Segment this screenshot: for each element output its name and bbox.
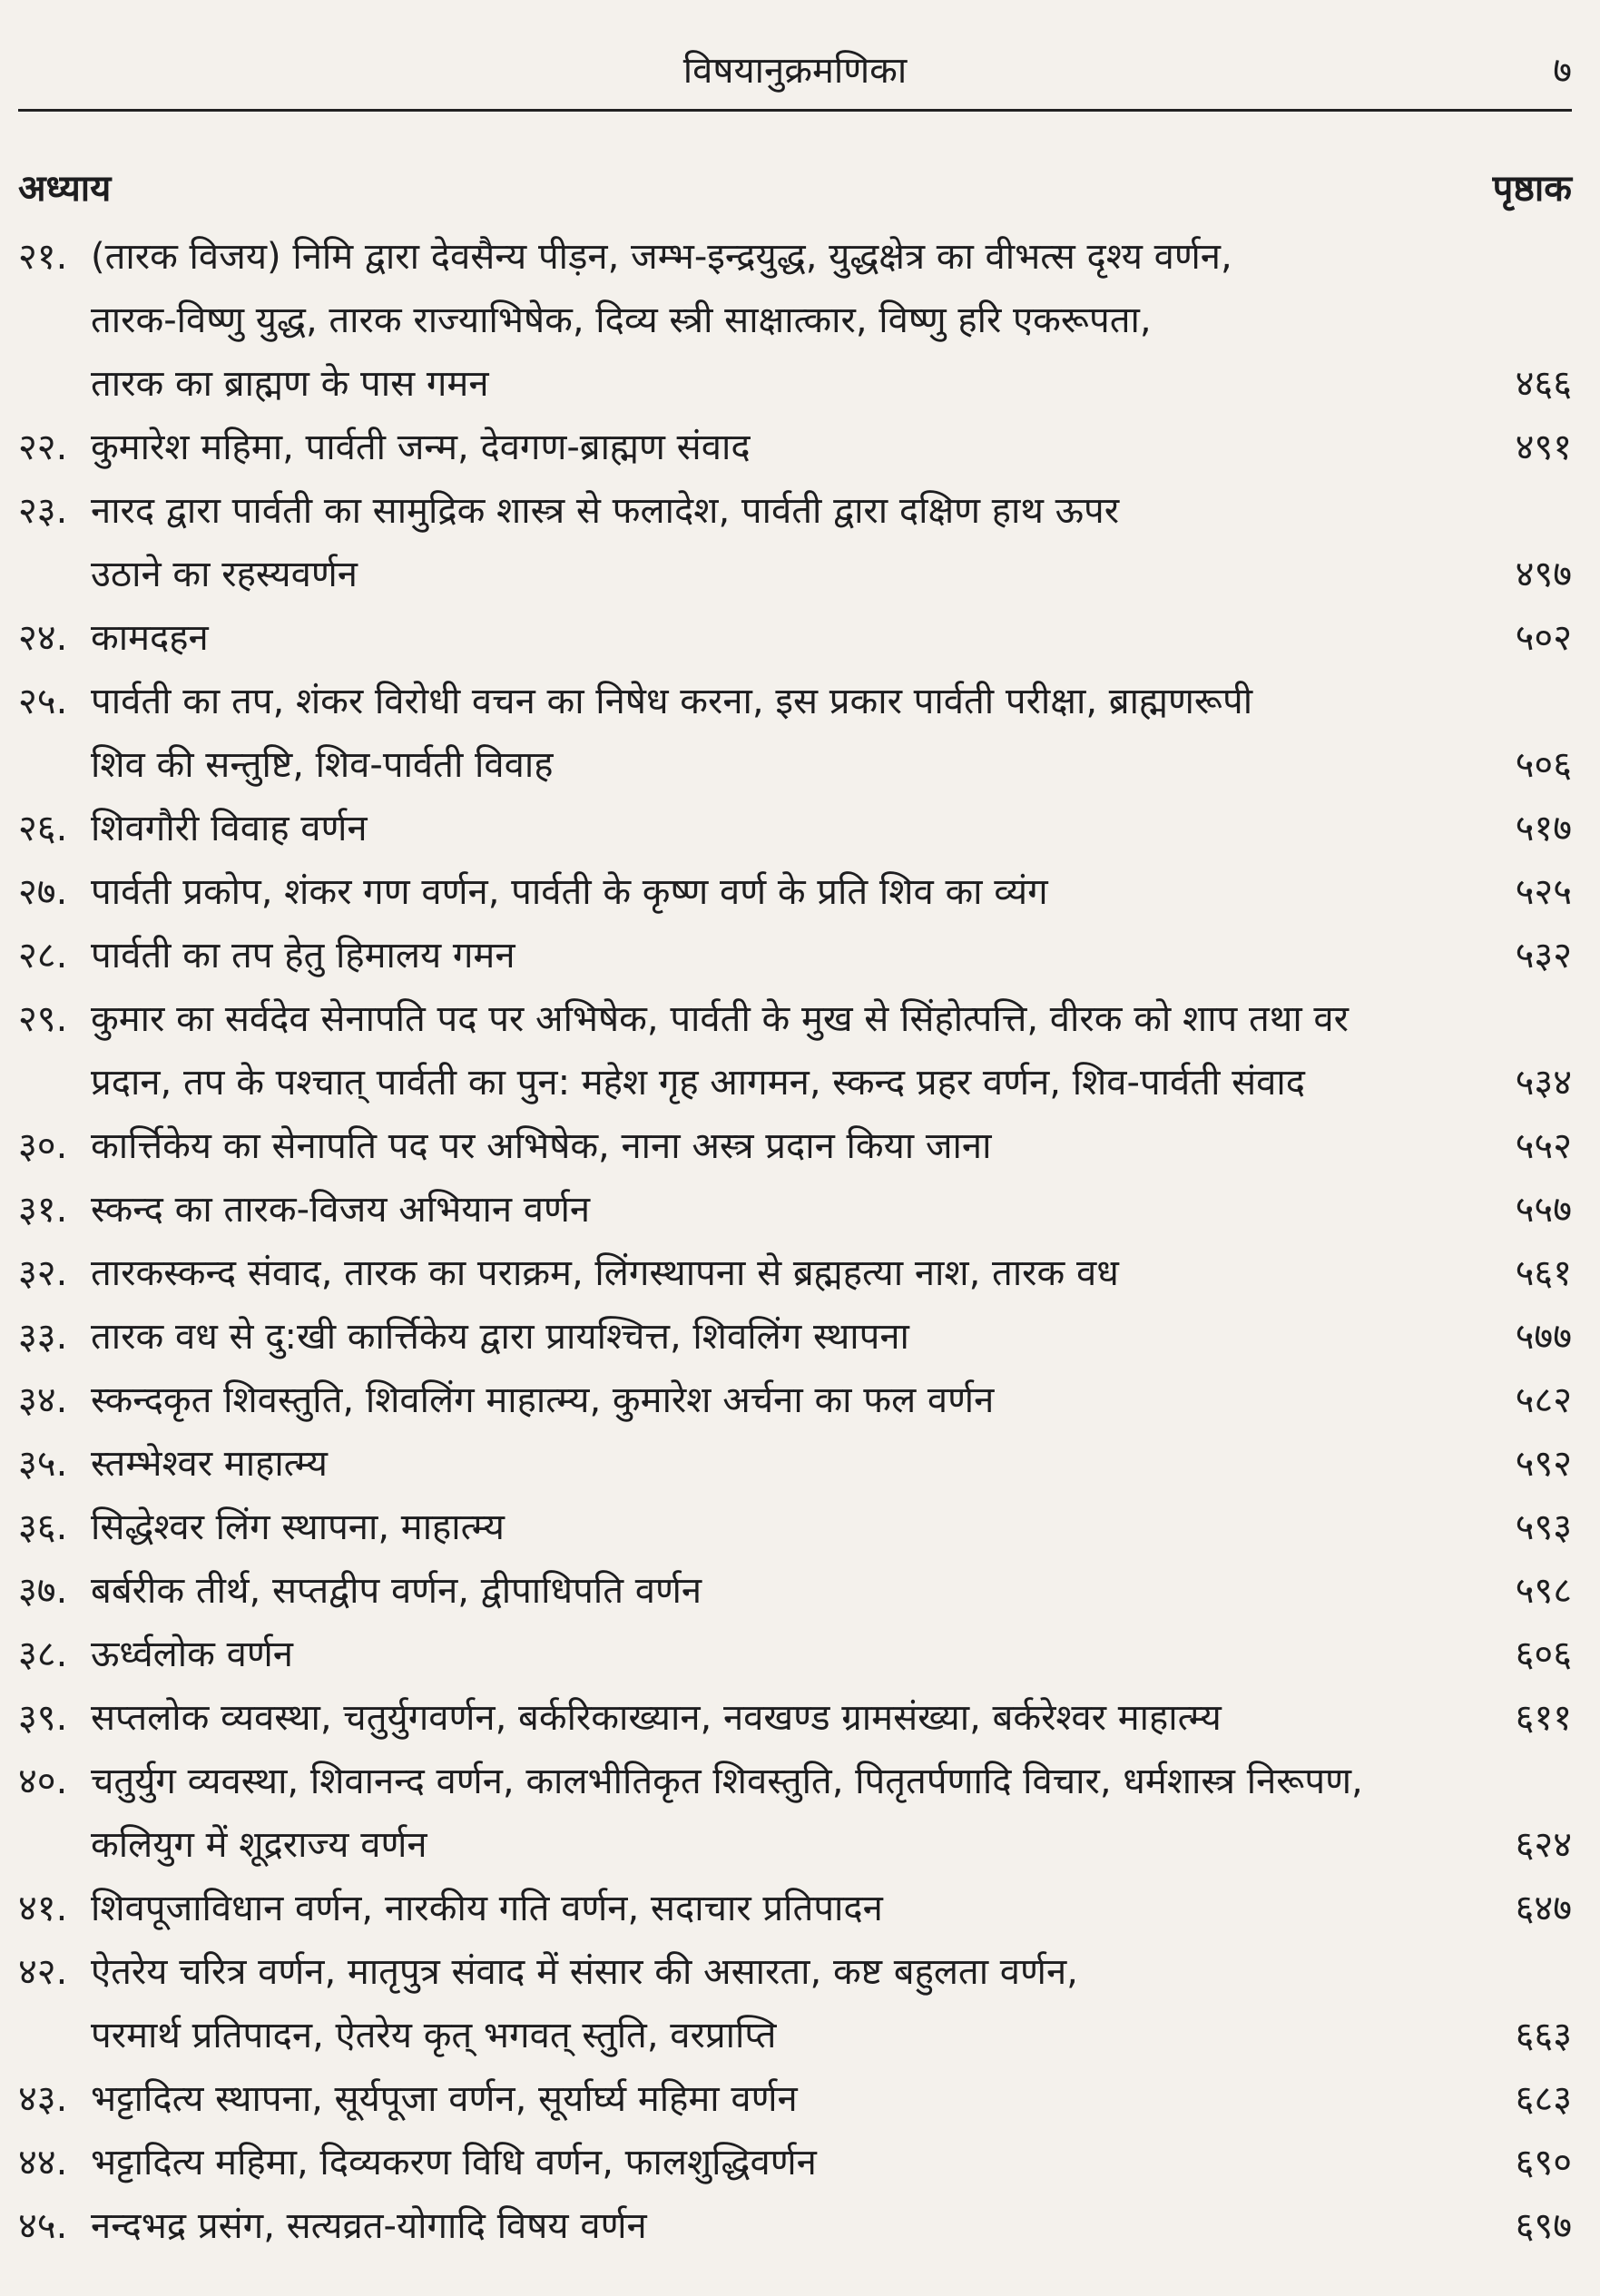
entry-page-number: ५५२	[1515, 1125, 1572, 1167]
toc-entry-line	[18, 543, 1436, 606]
toc-entry	[18, 1114, 1572, 1178]
chapter-title-text: पार्वती का तप, शंकर विरोधी वचन का निषेध करना, इस प्रकार पार्वती परीक्षा, ब्राह्मणरूपी	[91, 681, 1253, 722]
chapter-number: २२.	[18, 427, 68, 468]
chapter-title-text: तारक-विष्णु युद्ध, तारक राज्याभिषेक, दिव्य स्त्री साक्षात्कार, विष्णु हरि एकरूपता,	[91, 299, 1152, 341]
toc-entry-line	[18, 1432, 1436, 1496]
toc-entry	[18, 860, 1572, 924]
entry-page-number: ४९१	[1515, 427, 1572, 468]
entry-page-number: ५१७	[1515, 808, 1572, 849]
chapter-number: २४.	[18, 617, 68, 659]
entry-page-number: ६११	[1515, 1697, 1572, 1739]
entry-page-number: ६८३	[1515, 2078, 1572, 2120]
column-headings	[18, 162, 1572, 216]
toc-entry	[18, 1559, 1572, 1623]
toc-entry	[18, 987, 1572, 1114]
chapter-number: ३१.	[18, 1189, 68, 1231]
entry-page-number: ६०६	[1515, 1634, 1572, 1675]
entry-page-number: ५०६	[1515, 744, 1572, 786]
chapter-number: ३०.	[18, 1125, 68, 1167]
chapter-number: ३२.	[18, 1252, 68, 1294]
toc-entry-line	[18, 225, 1436, 289]
entry-page-number: ५७७	[1515, 1316, 1572, 1358]
toc-entry-line	[18, 606, 1436, 670]
chapter-number: २५.	[18, 681, 68, 722]
toc-entry	[18, 1496, 1572, 1559]
chapter-number: ३९.	[18, 1697, 68, 1739]
entry-page-number: ५९८	[1515, 1570, 1572, 1612]
toc-entry-line	[18, 733, 1436, 797]
toc-entry-line	[18, 1305, 1436, 1369]
toc-entry-line	[18, 1241, 1436, 1305]
chapter-number: २१.	[18, 236, 68, 278]
toc-entry	[18, 2194, 1572, 2258]
toc-entry-line	[18, 797, 1436, 860]
page-number: ७	[1553, 50, 1572, 92]
toc-entries	[18, 225, 1572, 2258]
toc-entry	[18, 1686, 1572, 1750]
chapter-title-text: ऐतरेय चरित्र वर्णन, मातृपुत्र संवाद में संसार की असारता, कष्ट बहुलता वर्णन,	[91, 1951, 1078, 1993]
toc-entry-line	[18, 2194, 1436, 2258]
toc-entry	[18, 1305, 1572, 1369]
chapter-title-text: सिद्धेश्वर लिंग स्थापना, माहात्म्य	[91, 1506, 505, 1548]
chapter-title-text: चतुर्युग व्यवस्था, शिवानन्द वर्णन, कालभीतिकृत शिवस्तुति, पितृतर्पणादि विचार, धर्मशास्त्र निरूपण,	[91, 1761, 1363, 1802]
toc-entry	[18, 1750, 1572, 1877]
chapter-number: २९.	[18, 998, 68, 1040]
entry-page-number: ५३४	[1515, 1062, 1572, 1104]
toc-entry-line	[18, 1114, 1436, 1178]
chapter-title-text: प्रदान, तप के पश्चात् पार्वती का पुन: महेश गृह आगमन, स्कन्द प्रहर वर्णन, शिव-पार्वती संवाद	[91, 1062, 1306, 1104]
chapter-title-text: तारक का ब्राह्मण के पास गमन	[91, 363, 489, 405]
chapter-number: ४४.	[18, 2142, 68, 2183]
toc-entry	[18, 1432, 1572, 1496]
toc-entry	[18, 1369, 1572, 1432]
page-title: विषयानुक्रमणिका	[682, 50, 908, 92]
toc-entry-line	[18, 2067, 1436, 2131]
chapter-column-heading: अध्याय	[18, 168, 112, 210]
chapter-title-text: नारद द्वारा पार्वती का सामुद्रिक शास्त्र से फलादेश, पार्वती द्वारा दक्षिण हाथ ऊपर	[91, 490, 1120, 532]
header-rule	[18, 109, 1572, 112]
chapter-number: ४१.	[18, 1888, 68, 1929]
chapter-title-text: परमार्थ प्रतिपादन, ऐतरेय कृत् भगवत् स्तुति, वरप्राप्ति	[91, 2015, 777, 2056]
toc-entry	[18, 479, 1572, 606]
chapter-title-text: स्कन्दकृत शिवस्तुति, शिवलिंग माहात्म्य, कुमारेश अर्चना का फल वर्णन	[91, 1379, 995, 1421]
chapter-number: ३३.	[18, 1316, 68, 1358]
toc-entry	[18, 1623, 1572, 1686]
chapter-number: ४०.	[18, 1761, 68, 1802]
chapter-title-text: भट्टादित्य स्थापना, सूर्यपूजा वर्णन, सूर्यार्घ्य महिमा वर्णन	[91, 2078, 798, 2120]
entry-page-number: ४९७	[1515, 554, 1572, 595]
toc-entry-line	[18, 2131, 1436, 2194]
toc-entry-line	[18, 860, 1436, 924]
toc-entry-line	[18, 352, 1436, 416]
entry-page-number: ५५७	[1515, 1189, 1572, 1231]
chapter-title-text: कार्त्तिकेय का सेनापति पद पर अभिषेक, नाना अस्त्र प्रदान किया जाना	[91, 1125, 992, 1167]
toc-entry	[18, 924, 1572, 987]
toc-entry-line	[18, 924, 1436, 987]
chapter-number: ३४.	[18, 1379, 68, 1421]
toc-entry-line	[18, 1369, 1436, 1432]
chapter-number: ३७.	[18, 1570, 68, 1612]
entry-page-number: ४६६	[1515, 363, 1572, 405]
entry-page-number: ६९७	[1515, 2205, 1572, 2247]
chapter-number: ४३.	[18, 2078, 68, 2120]
entry-page-number: ५९३	[1515, 1506, 1572, 1548]
toc-entry	[18, 416, 1572, 479]
entry-page-number: ५९२	[1515, 1443, 1572, 1485]
chapter-title-text: बर्बरीक तीर्थ, सप्तद्वीप वर्णन, द्वीपाधिपति वर्णन	[91, 1570, 702, 1612]
toc-entry-line	[18, 479, 1436, 543]
toc-entry	[18, 1178, 1572, 1241]
toc-entry-line	[18, 1686, 1436, 1750]
chapter-number: २६.	[18, 808, 68, 849]
toc-entry-line	[18, 1496, 1436, 1559]
chapter-title-text: कुमार का सर्वदेव सेनापति पद पर अभिषेक, पार्वती के मुख से सिंहोत्पत्ति, वीरक को शाप तथा वर	[91, 998, 1350, 1040]
toc-entry-line	[18, 2004, 1436, 2067]
toc-entry-line	[18, 1051, 1436, 1114]
chapter-title-text: स्तम्भेश्वर माहात्म्य	[91, 1443, 328, 1485]
chapter-title-text: पार्वती प्रकोप, शंकर गण वर्णन, पार्वती के कृष्ण वर्ण के प्रति शिव का व्यंग	[91, 871, 1048, 913]
toc-entry-line	[18, 1623, 1436, 1686]
chapter-number: २७.	[18, 871, 68, 913]
toc-entry-line	[18, 1940, 1436, 2004]
entry-page-number: ५२५	[1515, 871, 1572, 913]
chapter-number: ३६.	[18, 1506, 68, 1548]
toc-entry-line	[18, 670, 1436, 733]
page-header	[18, 36, 1572, 104]
chapter-number: ४२.	[18, 1951, 68, 1993]
page-column-heading: पृष्ठाक	[1492, 168, 1572, 210]
toc-entry	[18, 2131, 1572, 2194]
chapter-title-text: ऊर्ध्वलोक वर्णन	[91, 1634, 293, 1675]
chapter-title-text: तारक वध से दु:खी कार्त्तिकेय द्वारा प्रायश्चित्त, शिवलिंग स्थापना	[91, 1316, 909, 1358]
toc-entry-line	[18, 1178, 1436, 1241]
toc-entry	[18, 225, 1572, 416]
entry-page-number: ६४७	[1515, 1888, 1572, 1929]
toc-entry	[18, 1940, 1572, 2067]
chapter-title-text: (तारक विजय) निमि द्वारा देवसैन्य पीड़न, जम्भ-इन्द्रयुद्ध, युद्धक्षेत्र का वीभत्स दृश्य वर्णन,	[91, 236, 1232, 278]
chapter-title-text: भट्टादित्य महिमा, दिव्यकरण विधि वर्णन, फालशुद्धिवर्णन	[91, 2142, 817, 2183]
toc-entry-line	[18, 1750, 1436, 1813]
entry-page-number: ५६१	[1515, 1252, 1572, 1294]
toc-entry	[18, 606, 1572, 670]
chapter-title-text: सप्तलोक व्यवस्था, चतुर्युगवर्णन, बर्करिकाख्यान, नवखण्ड ग्रामसंख्या, बर्करेश्वर माहात्म्य	[91, 1697, 1222, 1739]
toc-entry-line	[18, 289, 1436, 352]
entry-page-number: ६९०	[1515, 2142, 1572, 2183]
chapter-number: ४५.	[18, 2205, 68, 2247]
toc-entry	[18, 1241, 1572, 1305]
chapter-number: २३.	[18, 490, 68, 532]
chapter-title-text: शिव की सन्तुष्टि, शिव-पार्वती विवाह	[91, 744, 554, 786]
entry-page-number: ५३२	[1515, 935, 1572, 976]
toc-entry-line	[18, 987, 1436, 1051]
chapter-title-text: उठाने का रहस्यवर्णन	[91, 554, 358, 595]
entry-page-number: ५०२	[1515, 617, 1572, 659]
toc-entry-line	[18, 1559, 1436, 1623]
toc-entry-line	[18, 416, 1436, 479]
chapter-title-text: कामदहन	[91, 617, 209, 659]
chapter-title-text: शिवपूजाविधान वर्णन, नारकीय गति वर्णन, सदाचार प्रतिपादन	[91, 1888, 883, 1929]
chapter-title-text: नन्दभद्र प्रसंग, सत्यव्रत-योगादि विषय वर्णन	[91, 2205, 647, 2247]
toc-entry-line	[18, 1813, 1436, 1877]
toc-entry	[18, 797, 1572, 860]
chapter-title-text: कलियुग में शूद्रराज्य वर्णन	[91, 1824, 427, 1866]
entry-page-number: ६२४	[1515, 1824, 1572, 1866]
toc-entry	[18, 2067, 1572, 2131]
entry-page-number: ५८२	[1515, 1379, 1572, 1421]
chapter-number: ३८.	[18, 1634, 68, 1675]
toc-entry-line	[18, 1877, 1436, 1940]
entry-page-number: ६६३	[1515, 2015, 1572, 2056]
toc-entry	[18, 670, 1572, 797]
chapter-title-text: स्कन्द का तारक-विजय अभियान वर्णन	[91, 1189, 591, 1231]
chapter-title-text: पार्वती का तप हेतु हिमालय गमन	[91, 935, 515, 976]
toc-entry	[18, 1877, 1572, 1940]
chapter-number: २८.	[18, 935, 68, 976]
chapter-number: ३५.	[18, 1443, 68, 1485]
chapter-title-text: शिवगौरी विवाह वर्णन	[91, 808, 368, 849]
chapter-title-text: तारकस्कन्द संवाद, तारक का पराक्रम, लिंगस्थापना से ब्रह्महत्या नाश, तारक वध	[91, 1252, 1119, 1294]
chapter-title-text: कुमारेश महिमा, पार्वती जन्म, देवगण-ब्राह्मण संवाद	[91, 427, 751, 468]
